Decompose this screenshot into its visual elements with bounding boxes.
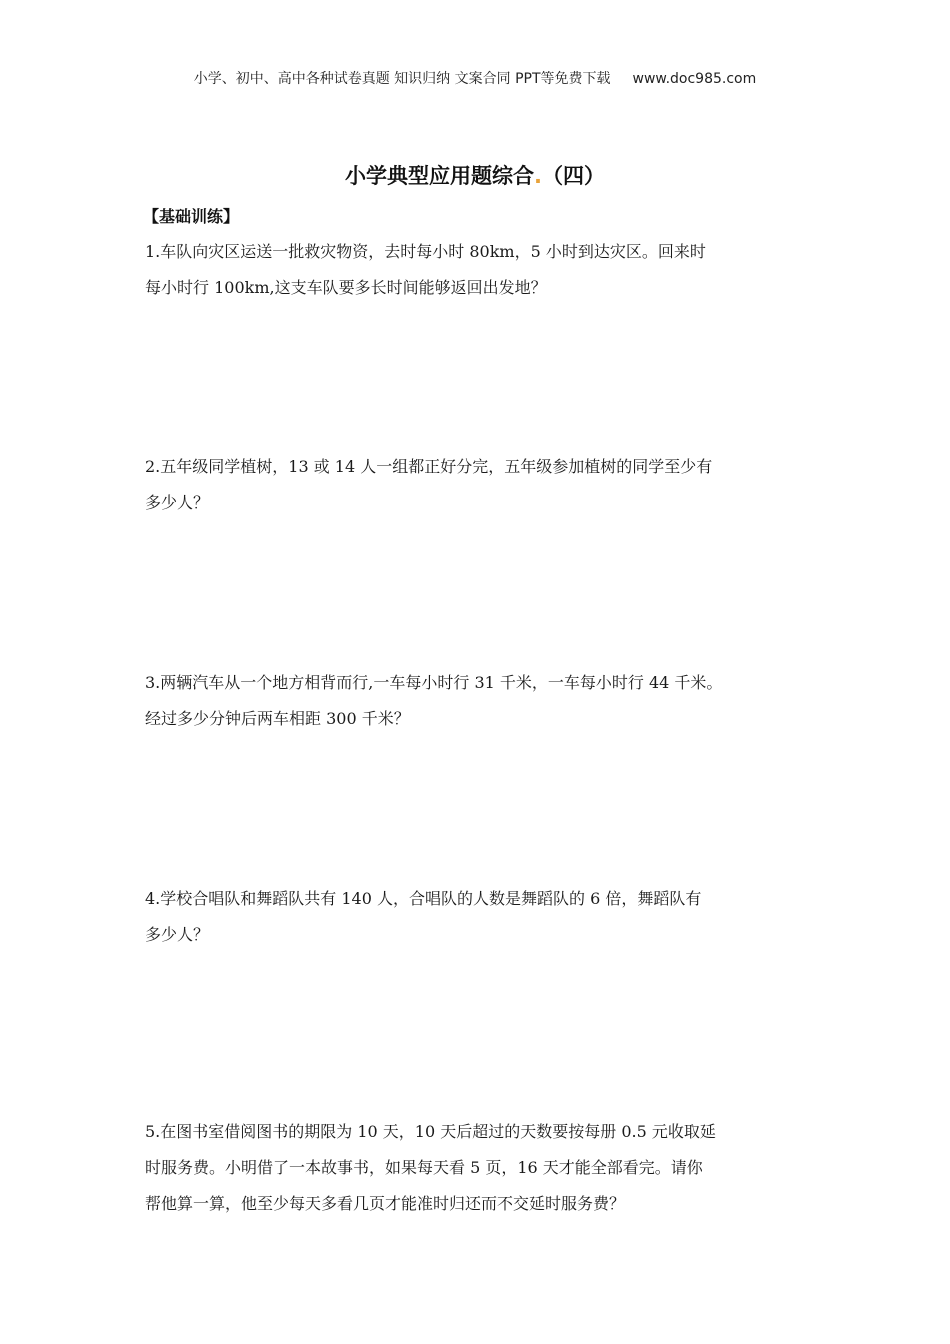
section-label: 【基础训练】 [143,207,240,226]
problem-4 [145,881,825,953]
problem-line: 多少人？ [145,925,210,944]
problem-line: 经过多少分钟后两车相距 300 千米？ [145,709,410,728]
problem-line: 2.五年级同学植树，13 或 14 人一组都正好分完，五年级参加植树的同学至少有 [145,457,713,476]
problem-line: 多少人？ [145,493,210,512]
problem-3 [145,665,825,737]
problem-5 [145,1114,825,1222]
title-dot: . [534,164,542,188]
page-title [0,160,950,190]
title-main: 小学典型应用题综合 [345,164,534,188]
problem-line: 4.学校合唱队和舞蹈队共有 140 人，合唱队的人数是舞蹈队的 6 倍，舞蹈队有 [145,889,702,908]
problem-line: 5.在图书室借阅图书的期限为 10 天，10 天后超过的天数要按每册 0.5 元收取延 [145,1122,716,1141]
header-site: www.doc985.com [632,71,757,87]
problem-line: 时服务费。小明借了一本故事书，如果每天看 5 页，16 天才能全部看完。请你 [145,1158,703,1177]
problem-line: 3.两辆汽车从一个地方相背而行,一车每小时行 31 千米，一车每小时行 44 千米。 [145,673,723,692]
problem-line: 每小时行 100km,这支车队要多长时间能够返回出发地？ [145,278,547,297]
problem-line: 1.车队向灾区运送一批救灾物资，去时每小时 80km，5 小时到达灾区。回来时 [145,242,706,261]
problem-1 [145,234,825,306]
title-suffix: （四） [541,164,605,188]
page-header [0,68,950,88]
header-text: 小学、初中、高中各种试卷真题 知识归纳 文案合同 PPT等免费下载 [193,71,611,87]
problem-line: 帮他算一算，他至少每天多看几页才能准时归还而不交延时服务费？ [145,1194,626,1213]
problem-2 [145,449,825,521]
